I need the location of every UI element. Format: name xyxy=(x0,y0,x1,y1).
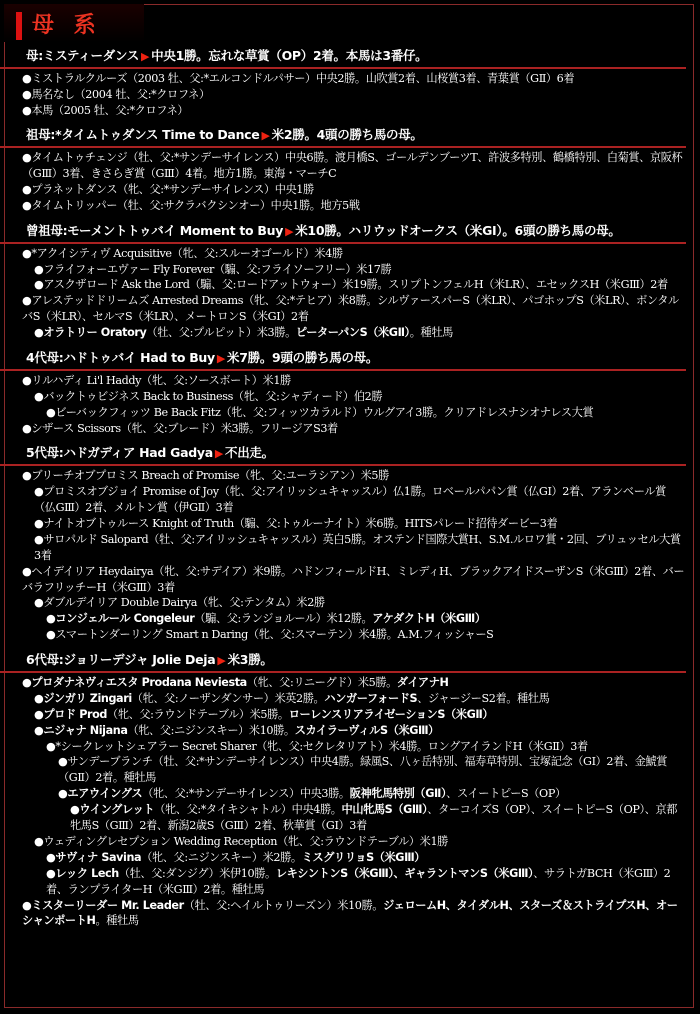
title-accent-bar xyxy=(16,12,22,40)
entry-text: ●ヘイデイリア Heydairya（牝、父:サデイア）米9勝。ハドンフィールドH、ミレディH、ブラックアイドスーザンS（米GⅢ）2着、バーバラフリッチーH（米GⅢ）3着 xyxy=(22,564,685,594)
entry-text: （騸、父:ランジョルール）米12勝。 xyxy=(194,612,373,626)
pedigree-section xyxy=(22,441,686,643)
dam-name: 曾祖母:モーメントトゥバイ Moment to Buy xyxy=(26,222,284,238)
dam-name: 母:ミスティーダンス xyxy=(26,48,139,63)
entry-text: ●ブリーチオブプロミス Breach of Promise（牝、父:ユーラシアン）米5勝 xyxy=(22,469,389,483)
entry-text: ●ミストラルクルーズ（2003 牡、父:*エルコンドルパサー）中央2勝。山吹賞2着、山桜賞3着、青葉賞（GⅡ）6着 xyxy=(22,71,575,85)
entry-text: ●サンデーブランチ（牡、父:*サンデーサイレンス）中央4勝。緑風S、八ヶ岳特別、福寿草特別、宝塚記念（GI）2着、金鯱賞（GⅡ）2着。種牡馬 xyxy=(58,755,668,785)
entry-text: （牡、父:ダンジグ）米伊10勝。 xyxy=(118,866,276,880)
progeny-entry xyxy=(22,786,686,802)
progeny-entry xyxy=(22,898,686,930)
progeny-entry xyxy=(22,389,686,405)
dam-record: 不出走。 xyxy=(225,445,274,461)
stakes-win-bold: ミスグリリョS（米GⅢ） xyxy=(301,850,426,864)
entry-text: ●アスクザロード Ask the Lord（騸、父:ロードアットウォー）米19勝。スリプトンフェルH（米LR）、エセックスH（米GⅢ）2着 xyxy=(34,278,668,292)
entry-text: ●プラネットダンス（牝、父:*サンデーサイレンス）中央1勝 xyxy=(22,183,314,197)
horse-name-bold: ●エアウイングス xyxy=(58,787,143,801)
stakes-win-bold: レキシントンS（米GⅢ）、ギャラントマンS（米GⅢ） xyxy=(275,866,534,880)
dam-name: 5代母:ハドガディア Had Gadya xyxy=(26,445,213,461)
entry-text: （牡、父:プルピット）米3勝。 xyxy=(146,326,296,340)
progeny-entry xyxy=(22,405,686,421)
section-divider xyxy=(0,369,686,371)
section-header xyxy=(22,123,686,146)
pedigree-section xyxy=(22,346,686,436)
section-divider xyxy=(0,146,686,148)
entry-text: ●ダブルデイリア Double Dairya（牝、父:テンタム）米2勝 xyxy=(34,596,325,610)
progeny-entry xyxy=(22,627,686,643)
dam-record: 米3勝。 xyxy=(227,652,273,668)
horse-name-bold: ●コンジェルール Congeleur xyxy=(46,612,195,626)
triangle-arrow-icon: ▶ xyxy=(216,352,226,366)
entry-text: 。種牡馬 xyxy=(95,914,139,928)
pedigree-section xyxy=(22,123,686,213)
section-header xyxy=(22,219,686,242)
horse-name-bold: ●ウイングレット xyxy=(70,803,155,817)
dam-record: 米2勝。4頭の勝ち馬の母。 xyxy=(271,127,423,143)
entry-text: ●タイムトゥチェンジ（牡、父:*サンデーサイレンス）中央6勝。渡月橋S、ゴールデンブーツT、許波多特別、鶴橋特別、白菊賞、京阪杯（GⅢ）3着、きさらぎ賞（GⅢ）4着。地方1勝。東海・マーチC xyxy=(22,151,683,181)
stakes-win-bold: ピーターパンS（米GⅡ） xyxy=(295,326,410,340)
progeny-entry xyxy=(22,516,686,532)
progeny-entry xyxy=(22,484,686,516)
progeny-entry xyxy=(22,850,686,866)
title-area xyxy=(16,10,102,41)
section-header xyxy=(22,44,686,67)
entry-text: （牝、父:ラウンドテーブル）米5勝。 xyxy=(107,707,289,721)
entry-text: 、サラトガBCH（米GⅢ）2着、ランプライターH（米GⅢ）2着。種牡馬 xyxy=(46,866,671,896)
entry-text: ●*シークレットシェアラー Secret Sharer（牝、父:セクレタリアト）米4勝。ロングアイランドH（米GⅡ）3着 xyxy=(46,739,588,753)
horse-name-bold: ●ミスターリーダー Mr. Leader xyxy=(22,898,184,912)
progeny-entry xyxy=(22,739,686,755)
progeny-entry xyxy=(22,182,686,198)
progeny-entry xyxy=(22,262,686,278)
horse-name-bold: ●ジンガリ Zingari xyxy=(34,691,132,705)
progeny-entry xyxy=(22,87,686,103)
stakes-win-bold: ハンガーフォードS xyxy=(324,691,418,705)
stakes-win-bold: 阪神牝馬特別（GⅡ） xyxy=(349,787,447,801)
stakes-win-bold: ローレンスリアライゼーションS（米GⅡ） xyxy=(288,707,494,721)
entry-text: （牡、父:ヘイルトゥリーズン）米10勝。 xyxy=(183,898,384,912)
entry-text: ●リルハディ Li'l Haddy（牝、父:ソースボート）米1勝 xyxy=(22,373,291,387)
progeny-entry xyxy=(22,246,686,262)
section-header xyxy=(22,441,686,464)
triangle-arrow-icon: ▶ xyxy=(141,50,150,63)
stakes-win-bold: ダイアナH xyxy=(396,675,449,689)
entry-text: 、スイートピーS（OP） xyxy=(446,787,566,801)
dam-record: 米10勝。ハリウッドオークス（米GI）。6頭の勝ち馬の母。 xyxy=(295,222,621,238)
entry-text: （牝、父:ニジンスキー）米2勝。 xyxy=(141,850,302,864)
progeny-entry xyxy=(22,532,686,564)
entry-text: ●サロパルド Salopard（牡、父:アイリッシュキャッスル）英白5勝。オステンド国際大賞H、S.M.ルロワ賞・2回、ブリュッセル大賞3着 xyxy=(34,532,681,562)
entry-text: ●スマートンダーリング Smart n Daring（牝、父:スマーテン）米4勝。A.M.フィッシャーS xyxy=(46,628,494,642)
pedigree-section xyxy=(22,648,686,929)
progeny-entry xyxy=(22,564,686,596)
stakes-win-bold: ジェロームH、タイダルH、スターズ＆ストライプスH、オーシャンポートH xyxy=(22,898,678,928)
dam-name: 4代母:ハドトゥバイ Had to Buy xyxy=(26,350,215,366)
pedigree-section xyxy=(22,219,686,341)
triangle-arrow-icon: ▶ xyxy=(261,129,270,143)
triangle-arrow-icon: ▶ xyxy=(285,224,294,238)
entry-text: （牝、父:*サンデーサイレンス）中央3勝。 xyxy=(142,787,350,801)
horse-name-bold: ●ニジャナ Nijana xyxy=(34,723,128,737)
horse-name-bold: ●レック Lech xyxy=(46,866,119,880)
entry-text: 、ターコイズS（OP）、スイートピーS（OP）、京都牝馬S（GⅢ）2着、新潟2歳S（GⅢ）2着、秋華賞（GI）3着 xyxy=(70,803,678,833)
pedigree-content xyxy=(22,44,686,934)
progeny-entry xyxy=(22,325,686,341)
entry-text: （牝、父:ノーザンダンサー）米英2勝。 xyxy=(131,691,325,705)
triangle-arrow-icon: ▶ xyxy=(214,447,224,461)
section-divider xyxy=(0,464,686,466)
progeny-entry xyxy=(22,723,686,739)
page-title: 母 系 xyxy=(32,13,102,38)
progeny-entry xyxy=(22,802,686,834)
horse-name-bold: ●プロド Prod xyxy=(34,707,108,721)
dam-name: 祖母:*タイムトゥダンス Time to Dance xyxy=(26,127,260,143)
entry-text: （牝、父:*タイキシャトル）中央4勝。 xyxy=(154,803,342,817)
horse-name-bold: ●プロダナネヴィエスタ Prodana Neviesta xyxy=(22,675,247,689)
horse-name-bold: ●オラトリー Oratory xyxy=(34,326,147,340)
entry-text: ●プロミスオブジョイ Promise of Joy（牝、父:アイリッシュキャッスル）仏1勝。ロベールパパン賞（仏GI）2着、アランベール賞（仏GⅢ）2着、メルトン賞（伊GⅡ）3着 xyxy=(34,485,666,514)
entry-text: 。種牡馬 xyxy=(409,326,453,340)
progeny-entry xyxy=(22,421,686,437)
section-divider xyxy=(0,242,686,244)
progeny-entry xyxy=(22,150,686,182)
entry-text: ●フライフォーエヴァー Fly Forever（騸、父:フライソーフリー）米17勝 xyxy=(34,262,392,276)
section-header xyxy=(22,346,686,369)
section-header xyxy=(22,648,686,671)
progeny-entry xyxy=(22,707,686,723)
progeny-entry xyxy=(22,595,686,611)
dam-record: 米7勝。9頭の勝ち馬の母。 xyxy=(227,350,379,366)
stakes-win-bold: スカイラーヴィルS（米GⅢ） xyxy=(294,723,439,737)
entry-text: 、ジャージーS2着。種牡馬 xyxy=(417,691,550,705)
entry-text: （牝、父:リニーグド）米5勝。 xyxy=(246,675,397,689)
progeny-entry xyxy=(22,71,686,87)
progeny-entry xyxy=(22,834,686,850)
entry-text: ●ビーバックフィッツ Be Back Fitz（牝、父:フィッツカラルド）ウルグアイ3勝。クリアドレスナシオナレス大賞 xyxy=(46,405,594,419)
progeny-entry xyxy=(22,754,686,786)
entry-text: ●タイムトリッパー（牡、父:サクラバクシンオー）中央1勝。地方5戦 xyxy=(22,198,360,212)
section-divider xyxy=(0,671,686,673)
progeny-entry xyxy=(22,277,686,293)
pedigree-section xyxy=(22,44,686,118)
entry-text: ●バックトゥビジネス Back to Business（牝、父:シャディード）伯2勝 xyxy=(34,389,383,403)
progeny-entry xyxy=(22,373,686,389)
progeny-entry xyxy=(22,198,686,214)
horse-name-bold: ●サヴィナ Savina xyxy=(46,850,142,864)
dam-record: 中央1勝。忘れな草賞（OP）2着。本馬は3番仔。 xyxy=(151,48,428,63)
dam-name: 6代母:ジョリーデジャ Jolie Deja xyxy=(26,652,216,668)
entry-text: ●ナイトオブトゥルース Knight of Truth（騸、父:トゥルーナイト）米6勝。HITSパレード招待ダービー3着 xyxy=(34,516,558,530)
progeny-entry xyxy=(22,691,686,707)
progeny-entry xyxy=(22,866,686,898)
section-divider xyxy=(0,67,686,69)
stakes-win-bold: 中山牝馬S（GⅢ） xyxy=(341,803,428,817)
stakes-win-bold: アケダクトH（米GⅢ） xyxy=(372,612,486,626)
progeny-entry xyxy=(22,675,686,691)
progeny-entry xyxy=(22,611,686,627)
progeny-entry xyxy=(22,468,686,484)
progeny-entry xyxy=(22,293,686,325)
entry-text: ●ウェディングレセプション Wedding Reception（牝、父:ラウンドテーブル）米1勝 xyxy=(34,834,448,848)
progeny-entry xyxy=(22,103,686,119)
entry-text: ●アレステッドドリームズ Arrested Dreams（牝、父:*テヒア）米8勝。シルヴァースパーS（米LR）、パゴホップS（米LR）、ボンタルバS（米LR）、セルマS（米LR）、メートロンS（米GI）2着 xyxy=(22,294,679,324)
entry-text: ●馬名なし（2004 牡、父:*クロフネ） xyxy=(22,87,210,101)
entry-text: ●本馬（2005 牡、父:*クロフネ） xyxy=(22,103,189,117)
entry-text: （牝、父:ニジンスキー）米10勝。 xyxy=(127,723,295,737)
triangle-arrow-icon: ▶ xyxy=(217,654,226,668)
entry-text: ●*アクイシティヴ Acquisitive（牝、父:スルーオゴールド）米4勝 xyxy=(22,246,343,260)
entry-text: ●シザース Scissors（牝、父:ブレード）米3勝。フリージアS3着 xyxy=(22,421,338,435)
